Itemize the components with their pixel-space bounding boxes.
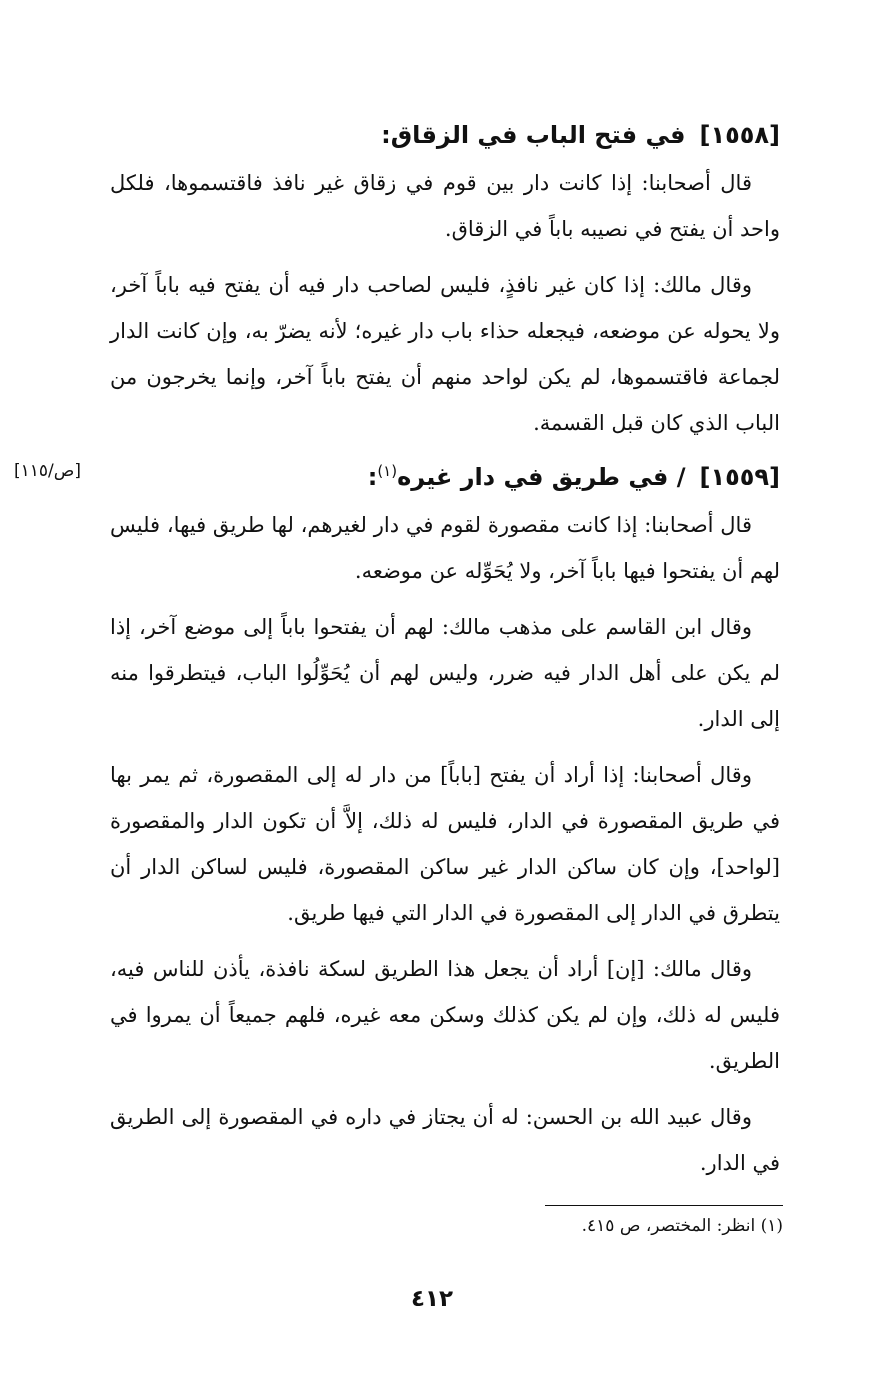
section-title: في فتح الباب في الزقاق: <box>381 121 686 149</box>
section-heading <box>110 110 780 160</box>
margin-page-reference: [ص/١١٥] <box>14 461 81 481</box>
section-number: [١٥٥٨] <box>699 121 780 149</box>
section-title: / في طريق في دار غيره <box>397 463 686 491</box>
footnote: (١) انظر: المختصر، ص ٤١٥. <box>581 1216 783 1236</box>
section-1558 <box>110 110 780 160</box>
page-body <box>14 110 780 1186</box>
paragraph: وقال أصحابنا: إذا أراد أن يفتح [باباً] من دار له إلى المقصورة، ثم يمر بها في طريق المقصورة في الدار، فليس له ذلك، إلاَّ أن تكون الدار والمقصورة [لواحد]، وإن كان ساكن الدار غير ساكن المقصورة، فليس لساكن الدار أن يتطرق في الدار إلى المقصورة في الدار التي فيها طريق. <box>110 763 780 925</box>
paragraph: وقال ابن القاسم على مذهب مالك: لهم أن يفتحوا باباً إلى موضع آخر، إذا لم يكن على أهل الدار فيه ضرر، وليس لهم أن يُحَوِّلُوا الباب، فيتطرقوا منه إلى الدار. <box>110 615 780 731</box>
paragraph: وقال مالك: إذا كان غير نافذٍ، فليس لصاحب دار فيه أن يفتح فيه باباً آخر، ولا يحوله عن موضعه، فيجعله حذاء باب دار غيره؛ لأنه يضرّ به، وإن كانت الدار لجماعة فاقتسموها، لم يكن لواحد منهم أن يفتح باباً آخر، وإنما يخرجون من الباب الذي كان قبل القسمة. <box>110 273 780 435</box>
paragraph: وقال عبيد الله بن الحسن: له أن يجتاز في داره في المقصورة إلى الطريق في الدار. <box>110 1105 780 1175</box>
footnote-reference: (١) <box>377 462 398 480</box>
heading-colon: : <box>367 463 378 491</box>
paragraph: قال أصحابنا: إذا كانت دار بين قوم في زقاق غير نافذ فاقتسموها، فلكل واحد أن يفتح في نصيبه باباً في الزقاق. <box>110 171 780 241</box>
page-number: ٤١٢ <box>410 1286 454 1312</box>
paragraph: قال أصحابنا: إذا كانت مقصورة لقوم في دار لغيرهم، لها طريق فيها، فليس لهم أن يفتحوا فيها باباً آخر، ولا يُحَوِّله عن موضعه. <box>110 513 780 583</box>
footnote-divider <box>545 1205 783 1206</box>
section-number: [١٥٥٩] <box>699 463 780 491</box>
section-heading <box>110 446 780 502</box>
paragraph: وقال مالك: [إن] أراد أن يجعل هذا الطريق لسكة نافذة، يأذن للناس فيه، فليس له ذلك، وإن لم يكن كذلك وسكن معه غيره، فلهم جميعاً أن يمروا في الطريق. <box>110 957 780 1073</box>
section-1559 <box>14 446 780 502</box>
